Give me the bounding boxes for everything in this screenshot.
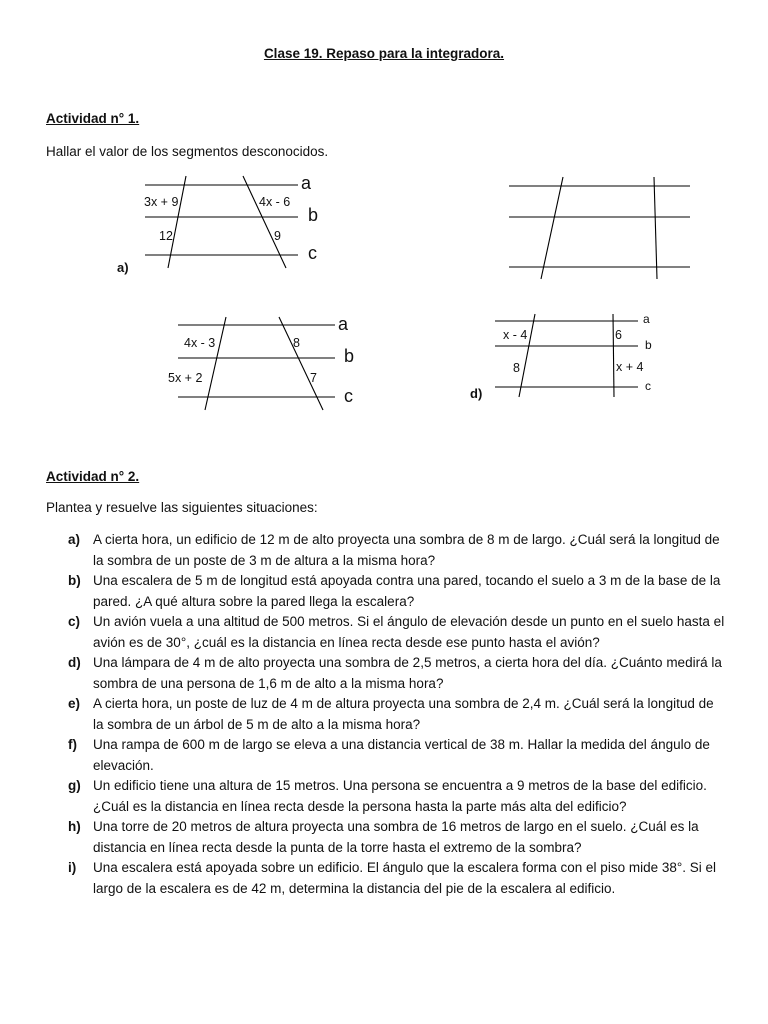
figure-c-left-top: 4x - 3 [184, 336, 216, 350]
figure-c-left-bottom: 5x + 2 [168, 371, 203, 385]
list-item-text: Una escalera de 5 m de longitud está apoyada contra una pared, tocando el suelo a 3 m de la base de la pared. ¿A qué altura sobre la pared llega la escalera? [93, 573, 721, 609]
figure-d-label-c: c [645, 379, 651, 393]
activity2-instruction: Plantea y resuelve las siguientes situaciones: [46, 500, 318, 515]
list-item-text: Una escalera está apoyada sobre un edificio. El ángulo que la escalera forma con el piso mide 38°. Si el largo de la escalera es de 42 m, determina la distancia del pie de la escalera al edificio. [93, 860, 717, 896]
figure-d-right-top: 6 [615, 328, 622, 342]
list-item [68, 776, 728, 817]
list-item [68, 735, 728, 776]
list-item-text: A cierta hora, un poste de luz de 4 m de altura proyecta una sombra de 2,4 m. ¿Cuál será la longitud de la sombra de un árbol de 5 m de alto a la misma hora? [93, 696, 714, 732]
figure-c-right-top: 8 [293, 336, 300, 350]
figure-a-label-b: b [308, 205, 319, 225]
figure-a-label-c: c [308, 243, 317, 263]
figure-d-transversal-right [613, 314, 614, 397]
list-item-text: A cierta hora, un edificio de 12 m de alto proyecta una sombra de 8 m de largo. ¿Cuál será la longitud de la sombra de un poste de 3 m de altura a la misma hora? [93, 532, 720, 568]
activity2-list [68, 530, 728, 899]
figure-a-right-bottom: 9 [274, 229, 281, 243]
list-item-marker: g) [68, 778, 81, 793]
figure-a-label-a: a [301, 173, 312, 193]
activity2-heading: Actividad n° 2. [46, 469, 140, 484]
list-item-text: Una lámpara de 4 m de alto proyecta una sombra de 2,5 metros, a cierta hora del día. ¿Cuánto medirá la sombra de una persona de 1,6 m de alto a la misma hora? [93, 655, 722, 691]
list-item [68, 858, 728, 899]
list-item-marker: b) [68, 573, 81, 588]
figure-d-label: d) [470, 386, 483, 401]
figure-c-label-a: a [338, 314, 349, 334]
figure-a-left-bottom: 12 [159, 229, 173, 243]
page-title: Clase 19. Repaso para la integradora. [263, 46, 505, 61]
figure-b-transversal-right [654, 177, 657, 279]
list-item [68, 530, 728, 571]
figure-d-transversal-left [519, 314, 535, 397]
list-item-marker: f) [68, 737, 77, 752]
figure-a-transversal-right [243, 176, 286, 268]
list-item-marker: c) [68, 614, 81, 629]
activity1-heading: Actividad n° 1. [46, 111, 140, 126]
list-item [68, 817, 728, 858]
figure-b-transversal-left [541, 177, 563, 279]
activity1-instruction: Hallar el valor de los segmentos desconocidos. [46, 144, 329, 159]
list-item-marker: h) [68, 819, 81, 834]
figure-c-transversal-right [279, 317, 323, 410]
list-item-marker: e) [68, 696, 81, 711]
list-item [68, 612, 728, 653]
figure-d-label-a: a [643, 312, 650, 326]
list-item-marker: a) [68, 532, 81, 547]
list-item-text: Una rampa de 600 m de largo se eleva a una distancia vertical de 38 m. Hallar la medida del ángulo de elevación. [93, 737, 710, 773]
figure-c-label-c: c [344, 386, 353, 406]
figure-d-left-bottom: 8 [513, 361, 520, 375]
list-item-text: Un edificio tiene una altura de 15 metros. Una persona se encuentra a 9 metros de la base del edificio. ¿Cuál es la distancia en línea recta desde la persona hasta la parte más alta del edificio? [93, 778, 707, 814]
list-item-marker: i) [68, 860, 77, 875]
list-item-text: Un avión vuela a una altitud de 500 metros. Si el ángulo de elevación desde un punto en el suelo hasta el avión es de 30°, ¿cuál es la distancia en línea recta desde ese punto hasta el avión? [93, 614, 725, 650]
figure-c-right-bottom: 7 [310, 371, 317, 385]
list-item [68, 694, 728, 735]
figure-a-transversal-left [168, 176, 186, 268]
list-item-marker: d) [68, 655, 81, 670]
list-item-text: Una torre de 20 metros de altura proyecta una sombra de 16 metros de largo en el suelo. ¿Cuál es la distancia en línea recta desde la punta de la torre hasta el extremo de la sombra? [93, 819, 699, 855]
figure-c-label-b: b [344, 346, 355, 366]
figure-a-left-top: 3x + 9 [144, 195, 179, 209]
figure-a-right-top: 4x - 6 [259, 195, 291, 209]
figure-a-label: a) [117, 260, 129, 275]
figure-d-right-bottom: x + 4 [616, 360, 644, 374]
list-item [68, 571, 728, 612]
figure-d-left-top: x - 4 [503, 328, 528, 342]
list-item [68, 653, 728, 694]
figure-d-label-b: b [645, 338, 652, 352]
figure-c-transversal-left [205, 317, 226, 410]
